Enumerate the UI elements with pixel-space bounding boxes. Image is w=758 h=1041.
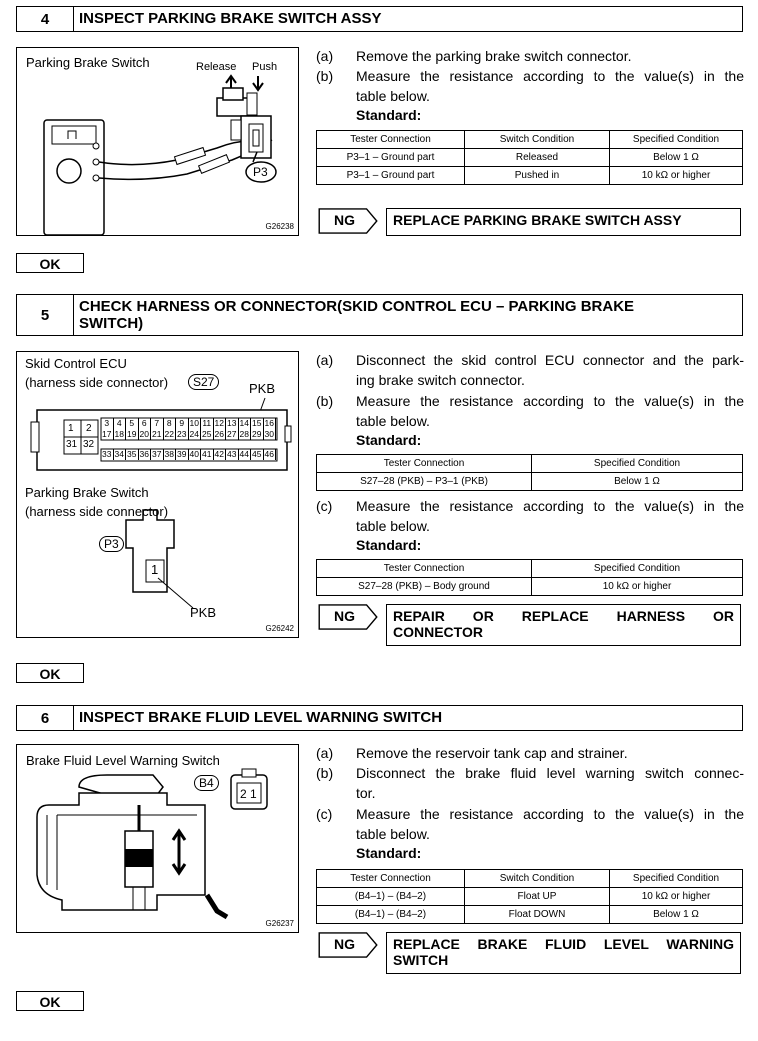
spec-table-4: Tester Connection Switch Condition Specified Condition P3–1 – Ground part Released Below 1 Ω P3–1 – Ground part Pushed in 10 kΩ or higher	[316, 130, 743, 185]
push-label: Push	[252, 61, 278, 73]
connector-label: S27	[188, 374, 219, 390]
connector-pin: 11	[201, 418, 214, 429]
figure-label: Brake Fluid Level Warning Switch	[26, 753, 220, 768]
ok-flow-6: OK	[16, 991, 84, 1011]
connector-pin: 38	[164, 449, 177, 460]
connector-label: P3	[99, 536, 124, 552]
pin-number: 1	[151, 562, 159, 577]
step-6-header	[16, 705, 743, 731]
step-5c: (c) Measure the resistance according to the value(s) in the table below.	[316, 498, 744, 534]
figure-label: Skid Control ECU	[25, 356, 127, 371]
connector-pin: 42	[214, 449, 227, 460]
step-5-header	[16, 294, 743, 336]
connector-pin: 14	[239, 418, 252, 429]
figure-code: G26238	[265, 222, 294, 231]
connector-pin: 44	[239, 449, 252, 460]
standard-label: Standard:	[356, 432, 422, 448]
connector-pin: 16	[264, 418, 277, 429]
step-number: 4	[17, 7, 74, 31]
table-row: S27–28 (PKB) – Body ground 10 kΩ or higher	[317, 578, 743, 596]
connector-pin: 7	[151, 418, 164, 429]
brake-fluid-switch-figure	[16, 744, 299, 933]
step-title-line1: CHECK HARNESS OR CONNECTOR(SKID CONTROL ECU – PARKING BRAKE	[79, 298, 635, 315]
connector-pin: 41	[201, 449, 214, 460]
connector-pin: 35	[126, 449, 139, 460]
spec-table-5c: Tester Connection Specified Condition S27–28 (PKB) – Body ground 10 kΩ or higher	[316, 559, 743, 596]
connector-pin: 43	[226, 449, 239, 460]
step-title-line2: SWITCH)	[79, 315, 144, 332]
ng-action: REPLACE PARKING BRAKE SWITCH ASSY	[386, 208, 741, 236]
table-row: S27–28 (PKB) – P3–1 (PKB) Below 1 Ω	[317, 473, 743, 491]
connector-pin: 36	[139, 449, 152, 460]
connector-pin: 39	[176, 449, 189, 460]
connector-pin: 17	[101, 429, 114, 440]
connector-pins: 2 1	[240, 787, 257, 801]
ng-result-6	[316, 932, 743, 972]
parking-brake-switch-figure	[16, 47, 299, 236]
connector-pin: 10	[189, 418, 202, 429]
figure-code: G26237	[265, 919, 294, 928]
connector-pin: 4	[114, 418, 127, 429]
step-5a: (a) Disconnect the skid control ECU connector and the park- ing brake switch connector.	[316, 352, 744, 388]
connector-pin: 9	[176, 418, 189, 429]
connector-pin: 13	[226, 418, 239, 429]
step-title: INSPECT PARKING BRAKE SWITCH ASSY	[79, 10, 382, 27]
step-4-header	[16, 6, 743, 32]
step-6c: (c) Measure the resistance according to the value(s) in the table below.	[316, 806, 744, 842]
connector-pin: 29	[251, 429, 264, 440]
connector-pin: 3	[101, 418, 114, 429]
connector-pin: 5	[126, 418, 139, 429]
ng-result-5	[316, 604, 743, 644]
connector-pin: 6	[139, 418, 152, 429]
step-4b: (b) Measure the resistance according to the value(s) in the table below.	[316, 68, 744, 104]
figure-code: G26242	[265, 624, 294, 633]
step-5b: (b) Measure the resistance according to the value(s) in the table below.	[316, 393, 744, 429]
multimeter-switch-illustration	[17, 48, 298, 235]
connector-pin: 30	[264, 429, 277, 440]
connector-pin: 18	[114, 429, 127, 440]
pins-left-block: 1 2 31 32	[66, 423, 95, 450]
figure-label: Parking Brake Switch	[25, 485, 149, 500]
spec-table-5b: Tester Connection Specified Condition S27–28 (PKB) – P3–1 (PKB) Below 1 Ω	[316, 454, 743, 491]
ng-action: REPLACE BRAKE FLUID LEVEL WARNING SWITCH	[386, 932, 741, 974]
pin-rows	[101, 418, 277, 463]
ng-label: NG	[334, 608, 355, 624]
connector-pin: 26	[214, 429, 227, 440]
ng-result-4	[316, 208, 743, 236]
connector-pin: 28	[239, 429, 252, 440]
release-label: Release	[196, 61, 237, 73]
connector-pin: 33	[101, 449, 114, 460]
ok-flow-5: OK	[16, 663, 84, 683]
spec-table-6: Tester Connection Switch Condition Specified Condition (B4–1) – (B4–2) Float UP 10 kΩ or higher (B4–1) – (B4–2) Float DOWN Below 1 Ω	[316, 869, 743, 924]
connector-pin: 15	[251, 418, 264, 429]
ok-flow-4: OK	[16, 253, 84, 273]
connector-pin: 23	[176, 429, 189, 440]
connector-pin: 19	[126, 429, 139, 440]
reservoir-illustration	[17, 745, 298, 932]
table-row: P3–1 – Ground part Pushed in 10 kΩ or higher	[317, 167, 743, 185]
connector-pin: 46	[264, 449, 277, 460]
connector-pin: 37	[151, 449, 164, 460]
connector-pin: 40	[189, 449, 202, 460]
step-6b: (b) Disconnect the brake fluid level warning switch connec- tor.	[316, 765, 744, 801]
connector-label: B4	[194, 775, 219, 791]
figure-label: (harness side connector)	[25, 375, 169, 390]
figure-label: Parking Brake Switch	[26, 55, 150, 70]
connector-pin: 25	[201, 429, 214, 440]
table-row: (B4–1) – (B4–2) Float UP 10 kΩ or higher	[317, 888, 743, 906]
connector-pin: 8	[164, 418, 177, 429]
connector-pin: 22	[164, 429, 177, 440]
connector-pin: 24	[189, 429, 202, 440]
harness-connector-figure	[16, 351, 299, 638]
connector-pin: 21	[151, 429, 164, 440]
connector-pin: 45	[251, 449, 264, 460]
ng-label: NG	[334, 936, 355, 952]
pkb-label: PKB	[190, 605, 217, 620]
table-row: P3–1 – Ground part Released Below 1 Ω	[317, 149, 743, 167]
connector-pin: 12	[214, 418, 227, 429]
connector-pin: 20	[139, 429, 152, 440]
ng-action: REPAIR OR REPLACE HARNESS OR CONNECTOR	[386, 604, 741, 646]
connector-pin: 27	[226, 429, 239, 440]
connector-label: P3	[253, 165, 268, 179]
standard-label: Standard:	[356, 845, 422, 861]
step-title: INSPECT BRAKE FLUID LEVEL WARNING SWITCH	[79, 709, 443, 726]
ng-label: NG	[334, 212, 355, 228]
step-number: 6	[17, 706, 74, 730]
step-number: 5	[17, 295, 74, 335]
table-row: (B4–1) – (B4–2) Float DOWN Below 1 Ω	[317, 906, 743, 924]
pkb-label: PKB	[249, 381, 276, 396]
standard-label: Standard:	[356, 537, 422, 553]
standard-label: Standard:	[356, 107, 422, 123]
connector-pin: 34	[114, 449, 127, 460]
figure-label: (harness side connector)	[25, 504, 169, 519]
